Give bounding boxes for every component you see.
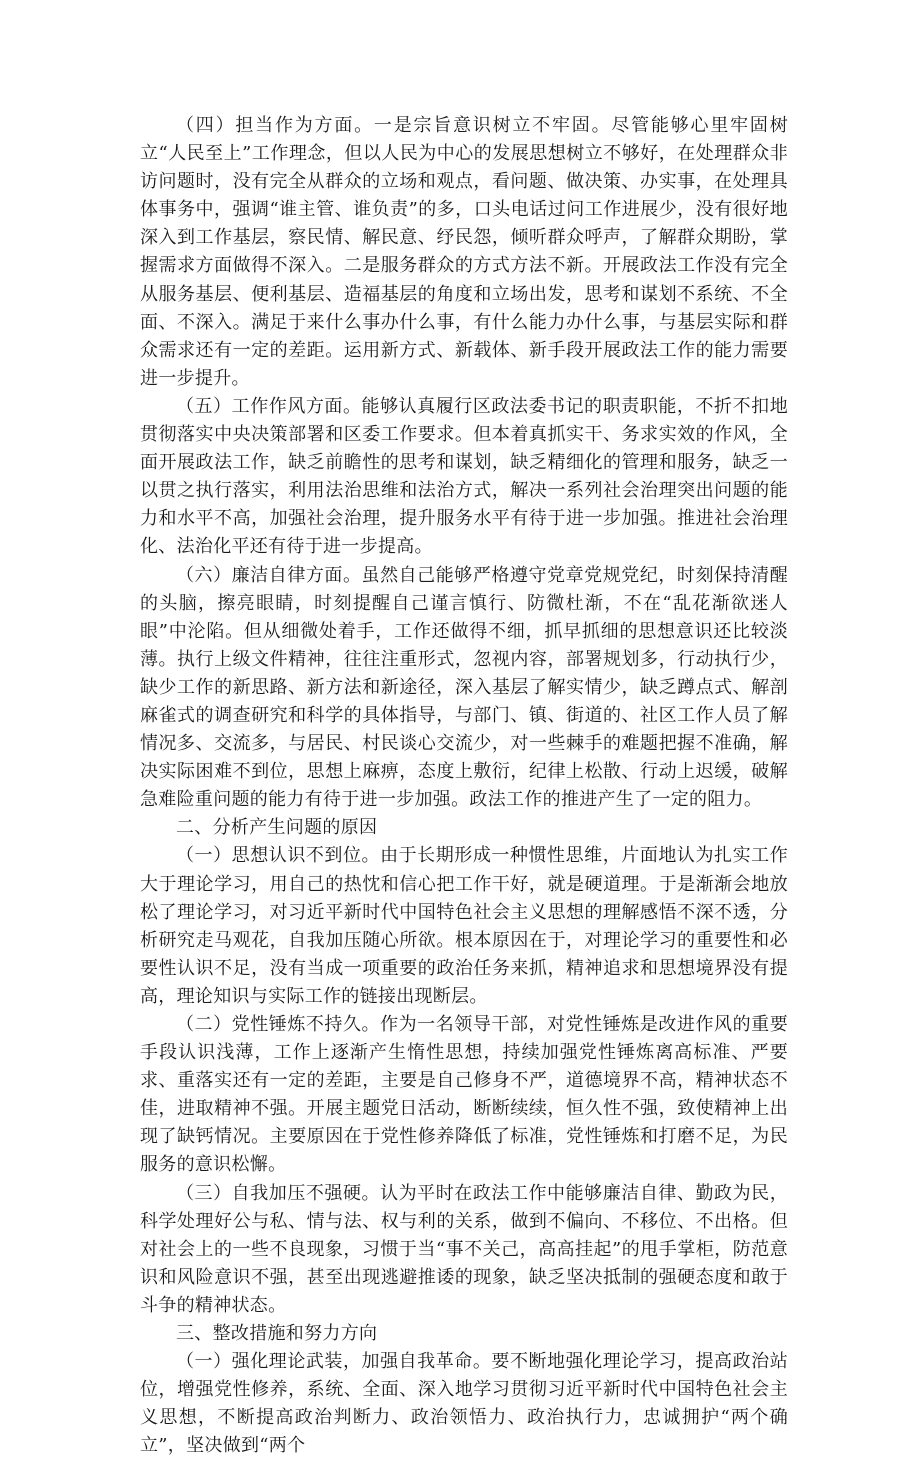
para-conduct: （四）担当作为方面。一是宗旨意识树立不牢固。尽管能够心里牢固树立“人民至上”工作理念，但以人民为中心的发展思想树立不够好，在处理群众非访问题时，没有完全从群众的立场和观点，看问题、做决策、办实事，在处理具体事务中，强调“谁主管、谁负责”的多，口头电话过问工作进展少，没有很好地深入到工作基层，察民情、解民意、纾民怨，倾听群众呼声，了解群众期盼，掌握需求方面做得不深入。二是服务群众的方式方法不新。开展政法工作没有完全从服务基层、便利基层、造福基层的角度和立场出发，思考和谋划不系统、不全面、不深入。满足于来什么事办什么事，有什么能力办什么事，与基层实际和群众需求还有一定的差距。运用新方式、新载体、新手段开展政法工作的能力需要进一步提升。 — [140, 115, 788, 389]
heading-causes: 二、分析产生问题的原因 — [176, 817, 378, 839]
para-cause-pressure: （三）自我加压不强硬。认为平时在政法工作中能够廉洁自律、勤政为民，科学处理好公与私、情与法、权与利的关系，做到不偏向、不移位、不出格。但对社会上的一些不良现象，习惯于当“事不关己，高高挂起”的甩手掌柜，防范意识和风险意识不强，甚至出现逃避推诿的现象，缺乏坚决抵制的强硬态度和敢于斗争的精神状态。 — [140, 1182, 788, 1316]
para-integrity: （六）廉洁自律方面。虽然自己能够严格遵守党章党规党纪，时刻保持清醒的头脑，擦亮眼睛，时刻提醒自己谨言慎行、防微杜渐，不在“乱花渐欲迷人眼”中沦陷。但从细微处着手，工作还做得不细，抓早抓细的思想意识还比较淡薄。执行上级文件精神，往往注重形式，忽视内容，部署规划多，行动执行少，缺少工作的新思路、新方法和新途径，深入基层了解实情少，缺乏蹲点式、解剖麻雀式的调查研究和科学的具体指导，与部门、镇、街道的、社区工作人员了解情况多、交流多，与居民、村民谈心交流少，对一些棘手的难题把握不准确，解决实际困难不到位，思想上麻痹，态度上敷衍，纪律上松散、行动上迟缓，破解急难险重问题的能力有待于进一步加强。政法工作的推进产生了一定的阻力。 — [140, 564, 788, 811]
heading-measures: 三、整改措施和努力方向 — [176, 1323, 378, 1345]
para-work-style: （五）工作作风方面。能够认真履行区政法委书记的职责职能，不折不扣地贯彻落实中央决策部署和区委工作要求。但本着真抓实干、务求实效的作风，全面开展政法工作，缺乏前瞻性的思考和谋划，缺乏精细化的管理和服务，缺乏一以贯之执行落实，利用法治思维和法治方式，解决一系列社会治理突出问题的能力和水平不高，加强社会治理，提升服务水平有待于进一步加强。推进社会治理化、法治化平还有待于进一步提高。 — [140, 395, 788, 558]
para-cause-party: （二）党性锤炼不持久。作为一名领导干部，对党性锤炼是改进作风的重要手段认识浅薄，工作上逐渐产生惰性思想，持续加强党性锤炼离高标准、严要求、重落实还有一定的差距，主要是自己修身不严，道德境界不高，精神状态不佳，进取精神不强。开展主题党日活动，断断续续，恒久性不强，致使精神上出现了缺钙情况。主要原因在于党性修养降低了标准，党性锤炼和打磨不足，为民服务的意识松懈。 — [140, 1014, 788, 1176]
para-cause-thinking: （一）思想认识不到位。由于长期形成一种惯性思维，片面地认为扎实工作大于理论学习，用自己的热忱和信心把工作干好，就是硬道理。于是渐渐会地放松了理论学习，对习近平新时代中国特色社会主义思想的理解感悟不深不透，分析研究走马观花，自我加压随心所欲。根本原因在于，对理论学习的重要性和必要性认识不足，没有当成一项重要的政治任务来抓，精神追求和思想境界没有提高，理论知识与实际工作的链接出现断层。 — [140, 845, 788, 1007]
para-measure-theory: （一）强化理论武装，加强自我革命。要不断地强化理论学习，提高政治站位，增强党性修养，系统、全面、深入地学习贯彻习近平新时代中国特色社会主义思想，不断提高政治判断力、政治领悟力、政治执行力，忠诚拥护“两个确立”，坚决做到“两个 — [140, 1351, 788, 1457]
